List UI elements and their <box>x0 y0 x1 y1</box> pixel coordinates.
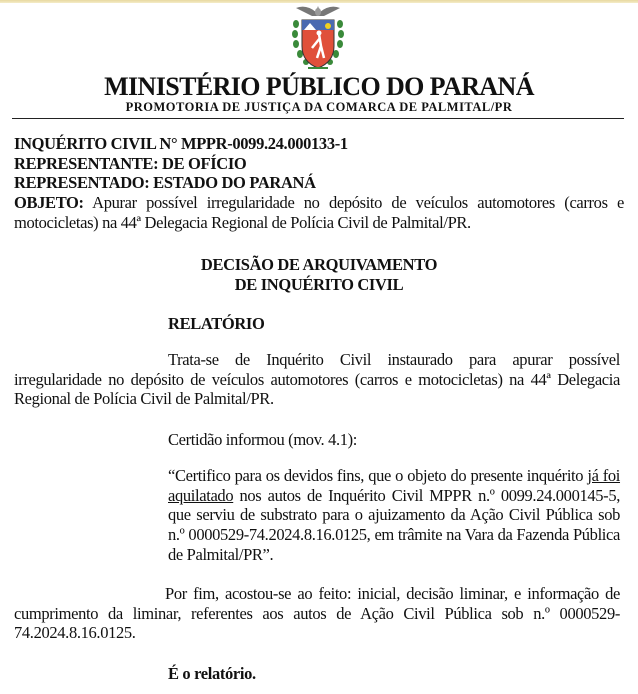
case-metadata <box>14 134 624 233</box>
objeto-label: OBJETO: <box>14 193 84 213</box>
document-title: MINISTÉRIO PÚBLICO DO PARANÁ <box>104 72 534 101</box>
quote-text-start: “Certifico para os devidos fins, que o objeto do presente inquérito <box>168 466 588 485</box>
objeto <box>14 193 624 232</box>
representante: REPRESENTANTE: DE OFÍCIO <box>14 153 247 173</box>
section-heading-relatorio: RELATÓRIO <box>168 314 265 333</box>
objeto-text: Apurar possível irregularidade no depósito de veículos automotores (carros e motocicletas) na 44ª Delegacia Regional de Polícia Civil de Palmital/PR. <box>14 193 624 232</box>
paragraph-1: Trata-se de Inquérito Civil instaurado para apurar possível irregularidade no depósito de veículos automotores (carros e motocicletas) na 44ª Delegacia Regional de Polícia Civil de Palmital/PR. <box>14 350 620 409</box>
paragraph-2: Certidão informou (mov. 4.1): <box>168 430 358 449</box>
certidao-quote <box>168 466 620 565</box>
header-divider <box>12 118 624 119</box>
paragraph-3: Por fim, acostou-se ao feito: inicial, decisão liminar, e informação de cumprimento da liminar, referentes aos autos de Ação Civil Pública sob n.º 0000529-74.2024.8.16.0125. <box>14 584 620 643</box>
decision-title-line2: DE INQUÉRITO CIVIL <box>234 274 404 294</box>
decision-title-line1: DECISÃO DE ARQUIVAMENTO <box>200 255 438 274</box>
inquerito-number: INQUÉRITO CIVIL N° MPPR-0099.24.000133-1 <box>14 134 348 153</box>
parana-coat-of-arms-emblem <box>286 2 350 74</box>
decision-title <box>0 255 638 294</box>
quote-text-end: nos autos de Inquérito Civil MPPR n.º 0099.24.000145-5, que serviu de substrato para o ajuizamento da Ação Civil Pública sob n.º 0000529-74.2024.8.16.0125, em trâmite na Vara da Fazenda Pública de Palmital/PR”. <box>168 485 620 564</box>
quote-underlined: já foi aquilatado <box>168 466 621 505</box>
document-subtitle: PROMOTORIA DE JUSTIÇA DA COMARCA DE PALMITAL/PR <box>125 100 513 114</box>
representado: REPRESENTADO: ESTADO DO PARANÁ <box>14 173 316 193</box>
closing-statement: É o relatório. <box>168 664 256 683</box>
